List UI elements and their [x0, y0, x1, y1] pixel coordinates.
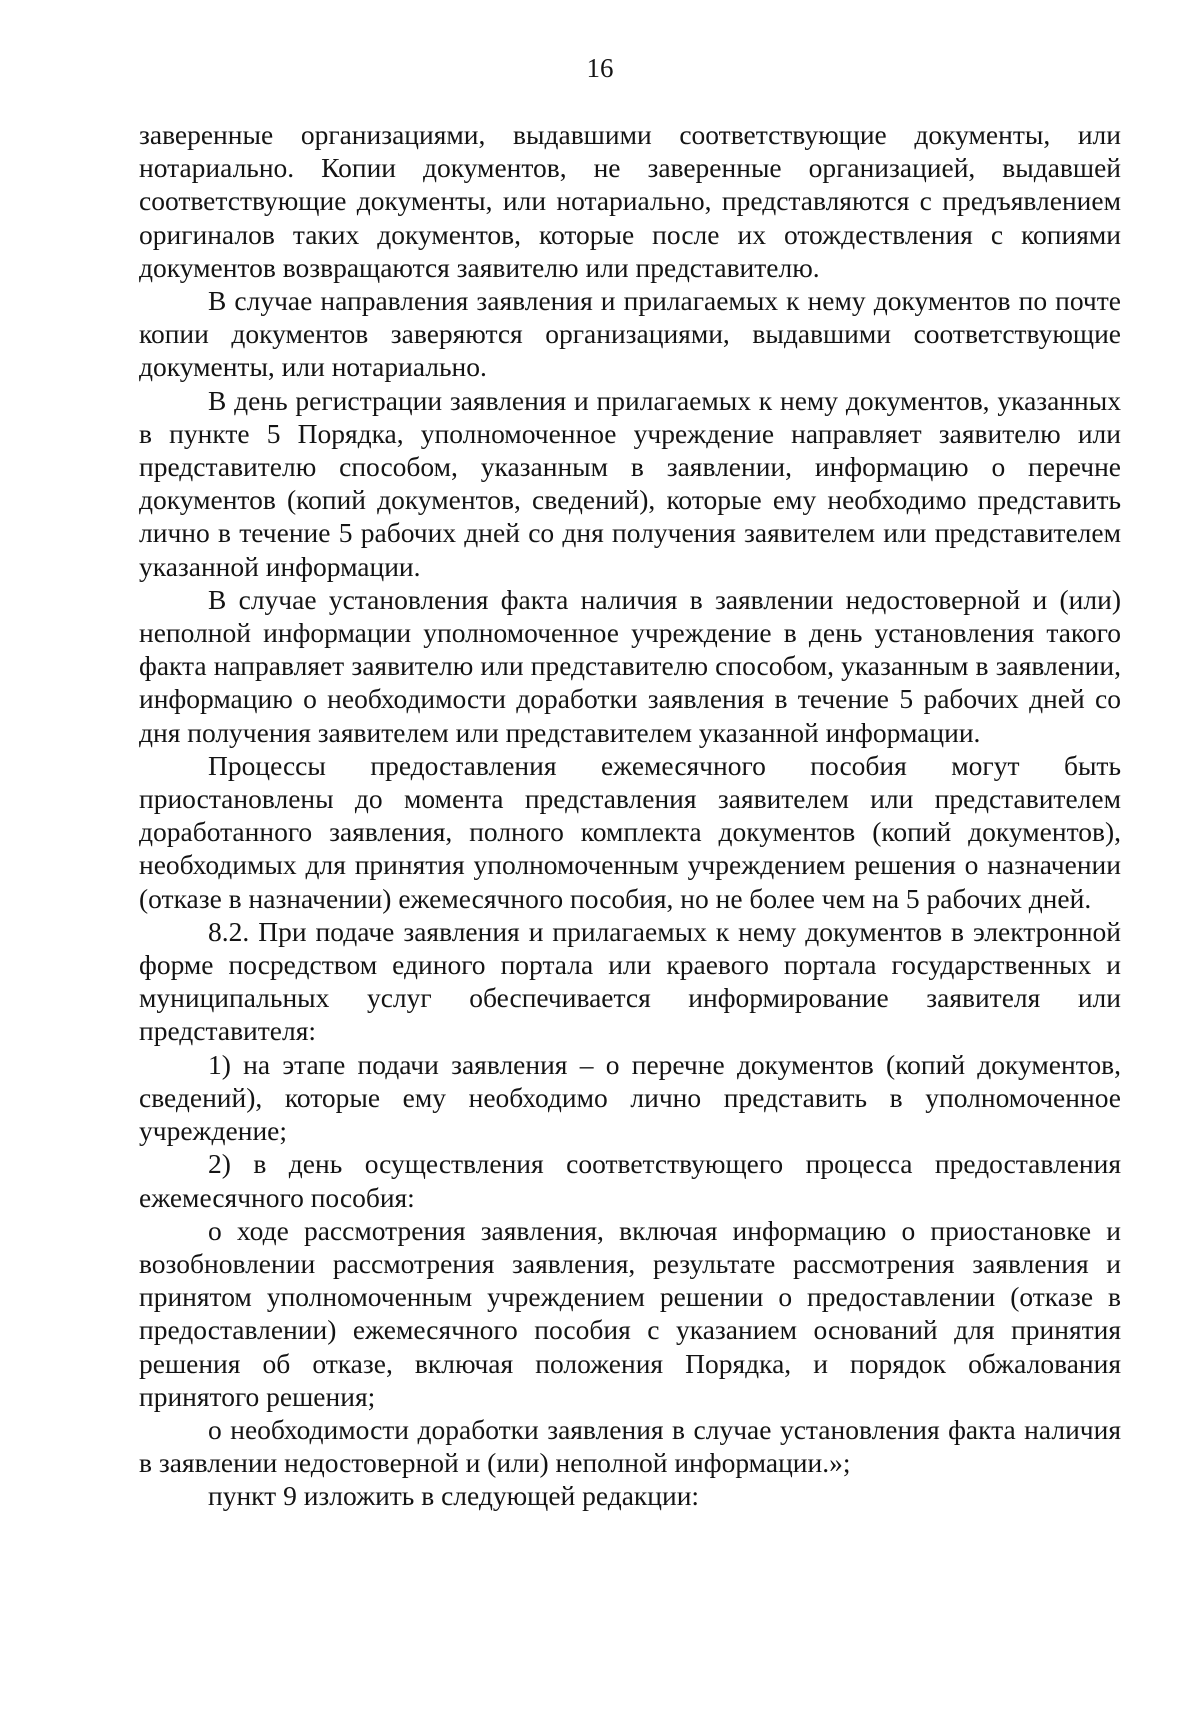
- document-body: [139, 118, 1121, 1513]
- paragraph-postal-copies: В случае направления заявления и прилагаемых к нему документов по почте копии документов заверяются организациями, выдавшими соответствующие документы, или нотариально.: [139, 285, 1121, 383]
- paragraph-8-2: 8.2. При подаче заявления и прилагаемых к нему документов в электронной форме посредством единого портала или краевого портала государственных и муниципальных услуг обеспечивается информирование заявителя или представителя:: [139, 915, 1121, 1047]
- page-number: 16: [586, 53, 614, 83]
- paragraph-continuation: заверенные организациями, выдавшими соответствующие документы, или нотариально. Копии документов, не заверенные организацией, выдавшей соответствующие документы, или нотариально, представляются с предъявлением оригиналов таких документов, которые после их отождествления с копиями документов возвращаются заявителю или представителю.: [139, 119, 1121, 283]
- paragraph-incomplete-information: В случае установления факта наличия в заявлении недостоверной и (или) неполной информации уполномоченное учреждение в день установления такого факта направляет заявителю или представителю способом, указанным в заявлении, информацию о необходимости доработки заявления в течение 5 рабочих дней со дня получения заявителем или представителем указанной информации.: [139, 583, 1121, 748]
- paragraph-review-progress: о ходе рассмотрения заявления, включая информацию о приостановке и возобновлении рассмотрения заявления, результате рассмотрения заявления и принятом уполномоченным учреждением решении о предоставлении (отказе в предоставлении) ежемесячного пособия с указанием оснований для принятия решения об отказе, включая положения Порядка, и порядок обжалования принятого решения;: [139, 1214, 1121, 1412]
- paragraph-revision-needed: о необходимости доработки заявления в случае установления факта наличия в заявлении недостоверной и (или) неполной информации.»;: [139, 1413, 1121, 1479]
- paragraph-suspension: Процессы предоставления ежемесячного пособия могут быть приостановлены до момента представления заявителем или представителем доработанного заявления, полного комплекта документов (копий документов), необходимых для принятия уполномоченным учреждением решения о назначении (отказе в назначении) ежемесячного пособия, но не более чем на 5 рабочих дней.: [139, 749, 1121, 914]
- paragraph-registration-day: В день регистрации заявления и прилагаемых к нему документов, указанных в пункте 5 Порядка, уполномоченное учреждение направляет заявителю или представителю способом, указанным в заявлении, информацию о перечне документов (копий документов, сведений), которые ему необходимо представить лично в течение 5 рабочих дней со дня получения заявителем или представителем указанной информации.: [139, 384, 1121, 582]
- list-item-2: 2) в день осуществления соответствующего процесса предоставления ежемесячного пособия:: [139, 1148, 1121, 1213]
- paragraph-point-9: пункт 9 изложить в следующей редакции:: [208, 1480, 700, 1512]
- list-item-1: 1) на этапе подачи заявления – о перечне документов (копий документов, сведений), которые ему необходимо лично представить в уполномоченное учреждение;: [139, 1048, 1121, 1147]
